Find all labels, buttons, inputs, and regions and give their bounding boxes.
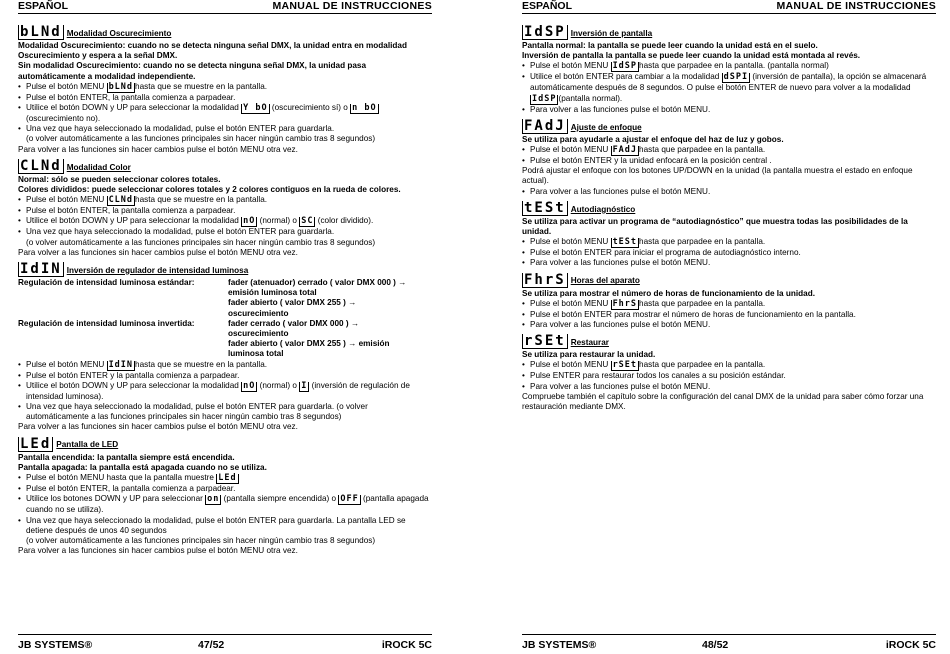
paragraph: Modalidad Oscurecimiento: cuando no se detecta ninguna señal DMX, la unidad entra en modalidad Oscurecimiento y espera a la señal DMX.: [18, 41, 407, 61]
bullet-list: [522, 299, 936, 330]
list-item: • Pulse el botón MENU CLNd hasta que se muestre en la pantalla.: [18, 195, 432, 206]
lcd-code: on: [207, 494, 220, 505]
section-title: Modalidad Oscurecimiento: [66, 28, 172, 38]
lcd-code: IdIN: [20, 261, 62, 278]
list-item: • Para volver a las funciones pulse el botón MENU.: [522, 187, 936, 197]
lcd-code: FAdJ: [612, 145, 638, 156]
paragraph: Pantalla apagada: la pantalla está apagada cuando no se utiliza.: [18, 462, 267, 472]
table-cell: fader abierto ( valor DMX 255 ) → emisión luminosa total: [228, 339, 390, 359]
list-item: • Pulse ENTER para restaurar todos los canales a su posición estándar.: [522, 371, 936, 381]
paragraph: Podrá ajustar el enfoque con los botones UP/DOWN en la unidad (la pantalla muestra el estado en enfoque actual).: [522, 166, 913, 186]
section-title: Restaurar: [570, 338, 609, 348]
page-footer: [18, 634, 432, 653]
lcd-code: I: [301, 380, 308, 391]
lcd-code: dSPI: [723, 72, 749, 83]
paragraph: Para volver a las funciones sin hacer cambios pulse el botón MENU otra vez.: [18, 546, 298, 556]
table-cell: fader cerrado ( valor DMX 000 ) → oscurecimiento: [228, 318, 360, 339]
bullet-list: [522, 61, 936, 114]
footer-page-number: 47/52: [198, 639, 225, 651]
list-item: • Para volver a las funciones pulse el botón MENU.: [522, 382, 936, 392]
paragraph: Colores divididos: puede seleccionar colores totales y 2 colores contiguos en la rueda de colores.: [18, 185, 401, 195]
lcd-code: nO: [243, 216, 256, 227]
table-cell: Regulación de intensidad luminosa invertida:: [18, 318, 195, 328]
bullet-list: [522, 145, 936, 166]
lcd-code: LEd: [218, 473, 237, 484]
list-item: • Pulse el botón ENTER y la unidad enfocará en la posición central .: [522, 156, 936, 166]
list-item: • Pulse el botón MENU bLNd hasta que se muestre en la pantalla.: [18, 82, 432, 93]
paragraph: Para volver a las funciones sin hacer cambios pulse el botón MENU otra vez.: [18, 144, 298, 154]
bullet-list: [522, 187, 936, 197]
page-footer: [522, 634, 936, 653]
list-item: • Pulse el botón MENU rSEt hasta que parpadee en la pantalla.: [522, 360, 936, 371]
section-reset: [522, 333, 936, 412]
section-title: Inversión de pantalla: [570, 28, 653, 38]
lcd-code: bLNd: [20, 24, 62, 40]
section-fixture-hours: [522, 272, 936, 331]
paragraph: Pantalla normal: la pantalla se puede leer cuando la unidad está en el suelo.: [522, 41, 818, 50]
list-item: • Pulse el botón MENU IdIN hasta que se muestre en la pantalla.: [18, 360, 432, 371]
bullet-list: [522, 237, 936, 268]
paragraph: Se utiliza para mostrar el número de horas de funcionamiento de la unidad.: [522, 288, 815, 298]
lcd-code: n bO: [352, 103, 377, 114]
list-item: • Pulse el botón ENTER para mostrar el número de horas de funcionamiento en la pantalla.: [522, 310, 936, 320]
section-self-test: [522, 200, 936, 269]
paragraph: Para volver a las funciones sin hacer cambios pulse el botón MENU otra vez.: [18, 247, 298, 257]
lcd-code: IdSP: [612, 61, 638, 72]
lcd-code: Y bO: [243, 103, 268, 114]
bullet-list: [18, 195, 432, 237]
paragraph: Se utiliza para restaurar la unidad.: [522, 350, 656, 360]
footer-brand: JB SYSTEMS®: [522, 639, 597, 651]
lcd-code: rSEt: [524, 333, 566, 350]
list-item: • Una vez que haya seleccionado la modalidad, pulse el botón ENTER para guardarla. (o volver automáticamente a las funciones principales sin hacer ningún cambio tras 8 segundos): [18, 402, 432, 422]
section-dimmer-inversion: [18, 261, 432, 433]
list-item: • Pulse el botón MENU hasta que la pantalla muestre LEd: [18, 473, 432, 484]
header-language: ESPAÑOL: [522, 0, 572, 12]
table-cell: Regulación de intensidad luminosa estándar:: [18, 278, 195, 288]
bullet-list: [18, 360, 432, 423]
lcd-code: FhrS: [612, 298, 638, 309]
lcd-code: bLNd: [108, 81, 134, 92]
page-content: [18, 24, 432, 559]
list-item: • Utilice los botones DOWN y UP para seleccionar on (pantalla siempre encendida) o OFF (pantalla apagada cuando no se utiliza).: [18, 494, 432, 515]
footer-model: iROCK 5C: [885, 639, 936, 651]
page-header: [522, 0, 936, 14]
list-item: • Una vez que haya seleccionado la modalidad, pulse el botón ENTER para guardarla.: [18, 227, 432, 237]
header-title: MANUAL DE INSTRUCCIONES: [272, 0, 432, 12]
lcd-code: OFF: [340, 494, 359, 505]
lcd-code: CLNd: [108, 195, 134, 206]
footer-model: iROCK 5C: [381, 639, 432, 651]
section-title: Ajuste de enfoque: [570, 122, 642, 132]
paragraph: Sin modalidad Oscurecimiento: cuando no se detecta ninguna señal DMX, la unidad pasa automáticamente a modalidad independiente.: [18, 61, 367, 81]
lcd-code: nO: [243, 380, 256, 391]
paragraph: (o volver automáticamente a las funciones principales sin hacer ningún cambio tras 8 segundos): [26, 237, 376, 247]
section-title: Autodiagnóstico: [570, 204, 636, 214]
paragraph: Para volver a las funciones sin hacer cambios pulse el botón MENU otra vez.: [18, 422, 298, 432]
section-blackout-mode: [18, 24, 432, 155]
paragraph: Compruebe también el capítulo sobre la configuración del canal DMX de la unidad para saber cómo forzar una restauración mediante DMX.: [522, 391, 924, 412]
list-item: • Una vez que haya seleccionado la modalidad, pulse el botón ENTER para guardarla. La pantalla LED se detiene después de unos 40 segundos: [18, 516, 432, 536]
lcd-code: tESt: [524, 199, 566, 216]
list-item: • Para volver a las funciones pulse el botón MENU.: [522, 320, 936, 330]
paragraph: Pantalla encendida: la pantalla siempre está encendida.: [18, 452, 235, 462]
header-title: MANUAL DE INSTRUCCIONES: [776, 0, 936, 12]
section-title: Inversión de regulador de intensidad luminosa: [66, 265, 249, 275]
bullet-list: [18, 473, 432, 536]
table-cell: fader (atenuador) cerrado ( valor DMX 000 ) → emisión luminosa total: [228, 278, 407, 298]
list-item: • Pulse el botón MENU FAdJ hasta que parpadee en la pantalla.: [522, 145, 936, 156]
paragraph: Se utiliza para ayudarle a ajustar el enfoque del haz de luz y gobos.: [522, 134, 784, 144]
lcd-code: CLNd: [20, 157, 62, 174]
list-item: • Pulse el botón MENU FhrS hasta que parpadee en la pantalla.: [522, 299, 936, 310]
left-page: [18, 0, 432, 654]
section-title: Horas del aparato: [570, 276, 640, 286]
footer-page-number: 48/52: [702, 639, 729, 651]
section-display-inversion: [522, 24, 936, 115]
list-item: • Pulse el botón ENTER, la pantalla comienza a parpadear.: [18, 484, 432, 494]
list-item: • Pulse el botón MENU tESt hasta que parpadee en la pantalla.: [522, 237, 936, 248]
paragraph: Inversión de pantalla la pantalla se puede leer cuando la unidad está montada al revés.: [522, 51, 861, 61]
list-item: • Una vez que haya seleccionado la modalidad, pulse el botón ENTER para guardarla.: [18, 124, 432, 134]
page-header: [18, 0, 432, 14]
lcd-code: IdSP: [532, 93, 557, 104]
table-cell: fader abierto ( valor DMX 255 ) → oscurecimiento: [228, 298, 357, 318]
footer-brand: JB SYSTEMS®: [18, 639, 93, 651]
paragraph: Se utiliza para activar un programa de “autodiagnóstico” que muestra todas las posibilidades de la unidad.: [522, 216, 908, 237]
lcd-code: IdSP: [524, 24, 566, 40]
bullet-list: [522, 360, 936, 391]
list-item: • Para volver a las funciones pulse el botón MENU.: [522, 105, 936, 115]
list-item: • Pulse el botón ENTER para iniciar el programa de autodiagnóstico interno.: [522, 248, 936, 258]
list-item: • Pulse el botón ENTER, la pantalla comienza a parpadear.: [18, 206, 432, 216]
lcd-code: tESt: [612, 237, 638, 248]
lcd-code: LEd: [20, 435, 52, 452]
section-title: Pantalla de LED: [56, 440, 119, 450]
list-item: • Utilice el botón DOWN y UP para seleccionar la modalidad nO (normal) o SC (color dividido).: [18, 216, 432, 227]
section-focus-adjust: [522, 118, 936, 197]
lcd-code: IdIN: [108, 359, 134, 370]
lcd-code: FhrS: [524, 271, 566, 288]
list-item: • Utilice el botón ENTER para cambiar a la modalidad dSPI (inversión de pantalla), la opción se almacenará automáticamente después de 8 segundos. O pulse el botón ENTER de nuevo para volver a la modalidad IdSP (pantalla normal).: [522, 72, 936, 104]
section-led-display: [18, 436, 432, 557]
page-content: [522, 24, 936, 415]
dimmer-table: [18, 278, 432, 360]
header-language: ESPAÑOL: [18, 0, 68, 12]
list-item: • Pulse el botón MENU IdSP hasta que parpadee en la pantalla. (pantalla normal): [522, 61, 936, 72]
paragraph: (o volver automáticamente a las funciones principales sin hacer ningún cambio tras 8 segundos): [26, 134, 376, 144]
list-item: • Utilice el botón DOWN y UP para seleccionar la modalidad nO (normal) o I (inversión de regulación de intensidad luminosa).: [18, 381, 432, 402]
list-item: • Pulse el botón ENTER, la pantalla comienza a parpadear.: [18, 93, 432, 103]
lcd-code: FAdJ: [524, 117, 566, 134]
list-item: • Para volver a las funciones pulse el botón MENU.: [522, 258, 936, 268]
right-page: [522, 0, 936, 654]
list-item: • Pulse el botón ENTER y la pantalla comienza a parpadear.: [18, 371, 432, 381]
section-color-mode: [18, 158, 432, 258]
list-item: • Utilice el botón DOWN y UP para seleccionar la modalidad Y bO (oscurecimiento sí) o n bO (oscurecimiento no).: [18, 103, 432, 124]
bullet-list: [18, 82, 432, 135]
lcd-code: rSEt: [612, 360, 638, 371]
paragraph: Normal: sólo se pueden seleccionar colores totales.: [18, 174, 221, 184]
section-title: Modalidad Color: [66, 162, 131, 172]
lcd-code: SC: [301, 216, 314, 227]
paragraph: (o volver automáticamente a las funciones principales sin hacer ningún cambio tras 8 segundos): [26, 535, 376, 545]
